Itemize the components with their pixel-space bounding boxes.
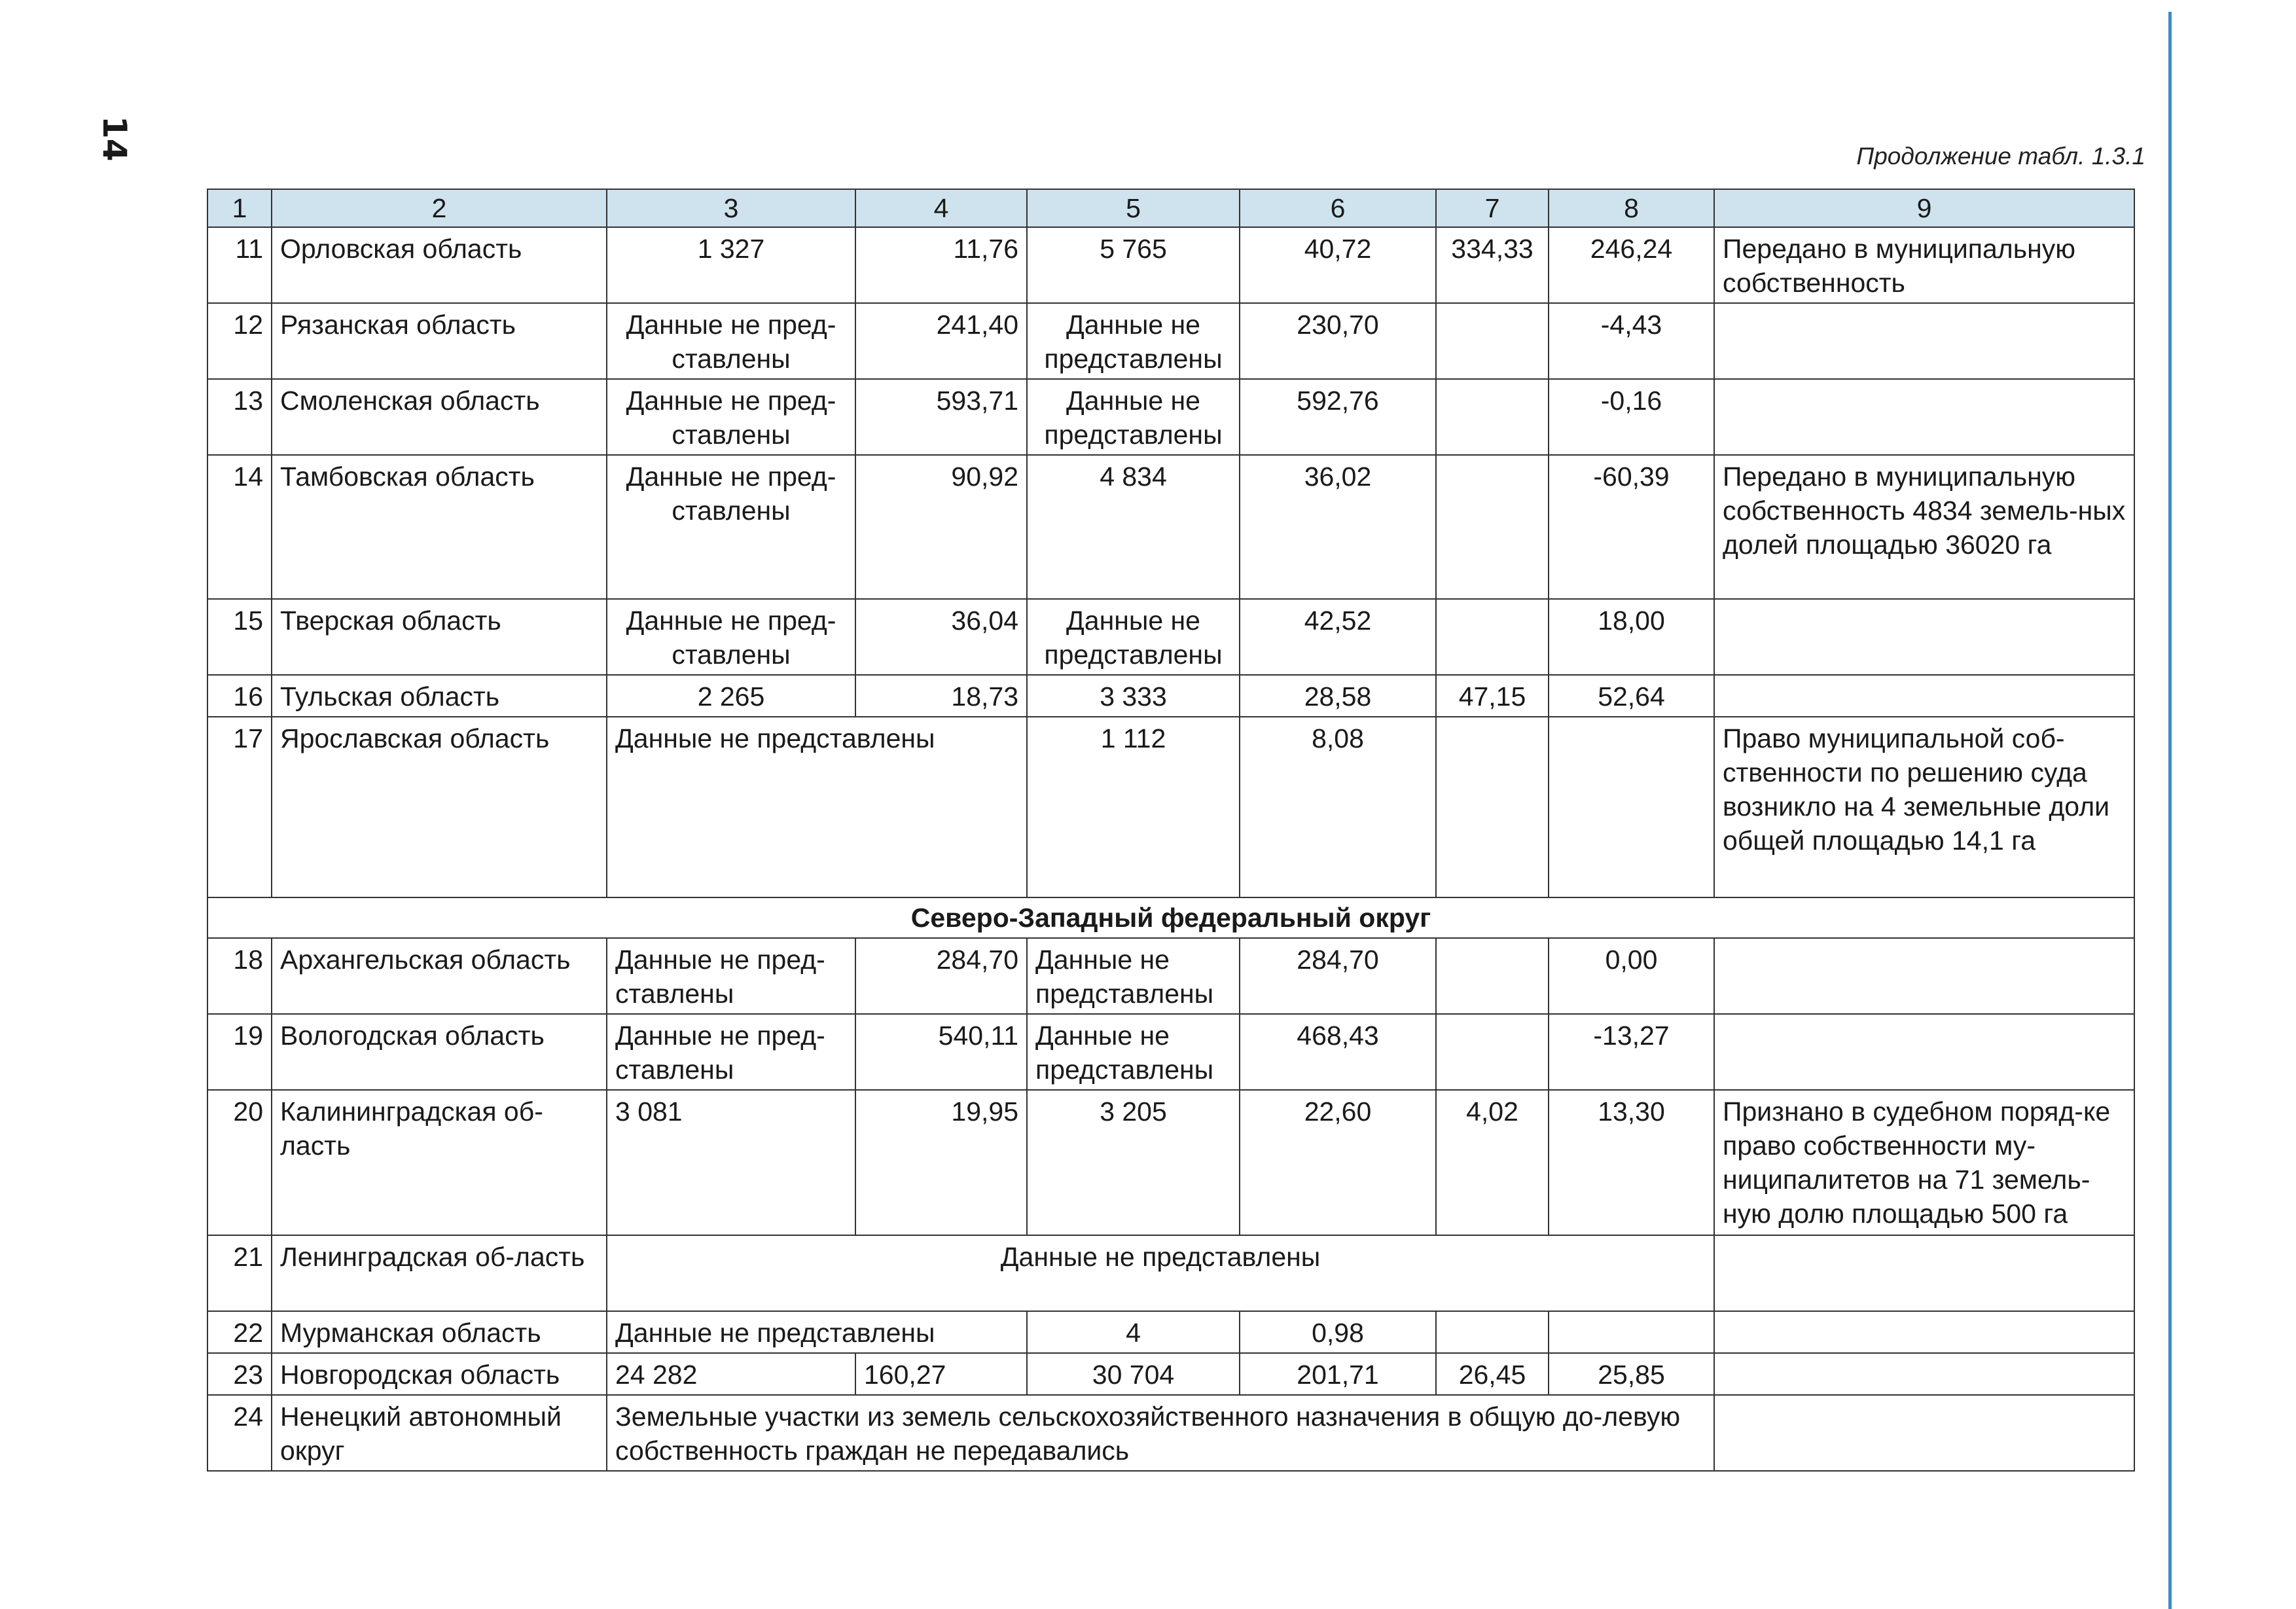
region-name: Ленинградская об-ласть bbox=[272, 1235, 607, 1311]
cell-col4: 19,95 bbox=[855, 1090, 1027, 1235]
cell-note bbox=[1714, 1395, 2134, 1471]
region-name: Вологодская область bbox=[272, 1014, 607, 1090]
header-cell: 5 bbox=[1027, 189, 1240, 227]
table-row bbox=[207, 1090, 2134, 1235]
table-row bbox=[207, 675, 2134, 717]
cell-col6: 36,02 bbox=[1240, 455, 1436, 599]
data-table bbox=[207, 189, 2135, 1472]
cell-col4: 540,11 bbox=[855, 1014, 1027, 1090]
header-cell: 9 bbox=[1714, 189, 2134, 227]
header-cell: 3 bbox=[607, 189, 855, 227]
cell-note: Передано в муниципальную собственность bbox=[1714, 227, 2134, 303]
table-row bbox=[207, 303, 2134, 379]
cell-col5: 3 205 bbox=[1027, 1090, 1240, 1235]
region-name: Тверская область bbox=[272, 599, 607, 675]
cell-col3-4-merged: Данные не представлены bbox=[607, 717, 1027, 897]
row-number: 17 bbox=[207, 717, 272, 897]
cell-note bbox=[1714, 379, 2134, 455]
cell-col7 bbox=[1436, 717, 1549, 897]
table-row bbox=[207, 717, 2134, 897]
region-name: Мурманская область bbox=[272, 1311, 607, 1353]
cell-col8 bbox=[1549, 717, 1714, 897]
header-cell: 2 bbox=[272, 189, 607, 227]
cell-col5: 1 112 bbox=[1027, 717, 1240, 897]
cell-col7 bbox=[1436, 938, 1549, 1014]
cell-col5: Данные не представлены bbox=[1027, 599, 1240, 675]
cell-col4: 90,92 bbox=[855, 455, 1027, 599]
cell-col7: 4,02 bbox=[1436, 1090, 1549, 1235]
cell-col5: Данные не представлены bbox=[1027, 303, 1240, 379]
region-name: Тамбовская область bbox=[272, 455, 607, 599]
header-cell: 4 bbox=[855, 189, 1027, 227]
cell-col6: 22,60 bbox=[1240, 1090, 1436, 1235]
cell-col3: Данные не пред-ставлены bbox=[607, 303, 855, 379]
cell-col6: 40,72 bbox=[1240, 227, 1436, 303]
cell-col8: 18,00 bbox=[1549, 599, 1714, 675]
cell-col8: -4,43 bbox=[1549, 303, 1714, 379]
cell-col7 bbox=[1436, 379, 1549, 455]
table-row bbox=[207, 938, 2134, 1014]
row-number: 19 bbox=[207, 1014, 272, 1090]
cell-col5: Данные не представлены bbox=[1027, 1014, 1240, 1090]
table-row bbox=[207, 1395, 2134, 1471]
cell-note bbox=[1714, 1353, 2134, 1395]
cell-note: Право муниципальной соб-ственности по решению суда возникло на 4 земельные доли общей площадью 14,1 га bbox=[1714, 717, 2134, 897]
cell-col5: 30 704 bbox=[1027, 1353, 1240, 1395]
region-name: Тульская область bbox=[272, 675, 607, 717]
cell-col8 bbox=[1549, 1311, 1714, 1353]
cell-col4: 11,76 bbox=[855, 227, 1027, 303]
region-name: Новгородская область bbox=[272, 1353, 607, 1395]
cell-col5: 5 765 bbox=[1027, 227, 1240, 303]
row-number: 15 bbox=[207, 599, 272, 675]
right-margin-rule bbox=[2168, 12, 2172, 1609]
cell-col6: 592,76 bbox=[1240, 379, 1436, 455]
table-row bbox=[207, 455, 2134, 599]
cell-col3: Данные не пред-ставлены bbox=[607, 599, 855, 675]
cell-col8: -60,39 bbox=[1549, 455, 1714, 599]
cell-note bbox=[1714, 1014, 2134, 1090]
cell-col5: Данные не представлены bbox=[1027, 379, 1240, 455]
region-name: Рязанская область bbox=[272, 303, 607, 379]
cell-col6: 0,98 bbox=[1240, 1311, 1436, 1353]
header-row bbox=[207, 189, 2134, 227]
cell-note: Передано в муниципальную собственность 4834 земель-ных долей площадью 36020 га bbox=[1714, 455, 2134, 599]
cell-col3: 3 081 bbox=[607, 1090, 855, 1235]
row-number: 22 bbox=[207, 1311, 272, 1353]
cell-col3: 24 282 bbox=[607, 1353, 855, 1395]
row-number: 18 bbox=[207, 938, 272, 1014]
cell-col6: 468,43 bbox=[1240, 1014, 1436, 1090]
row-number: 11 bbox=[207, 227, 272, 303]
cell-col3-8-merged: Земельные участки из земель сельскохозяйственного назначения в общую до-левую собственность граждан не передавались bbox=[607, 1395, 1714, 1471]
row-number: 13 bbox=[207, 379, 272, 455]
cell-col5: Данные не представлены bbox=[1027, 938, 1240, 1014]
row-number: 16 bbox=[207, 675, 272, 717]
cell-col3: 1 327 bbox=[607, 227, 855, 303]
cell-col4: 18,73 bbox=[855, 675, 1027, 717]
cell-col5: 3 333 bbox=[1027, 675, 1240, 717]
region-name: Калининградская об-ласть bbox=[272, 1090, 607, 1235]
region-name: Архангельская область bbox=[272, 938, 607, 1014]
row-number: 24 bbox=[207, 1395, 272, 1471]
cell-col3: 2 265 bbox=[607, 675, 855, 717]
cell-col7: 47,15 bbox=[1436, 675, 1549, 717]
cell-col3: Данные не пред-ставлены bbox=[607, 1014, 855, 1090]
cell-col4: 284,70 bbox=[855, 938, 1027, 1014]
region-name: Орловская область bbox=[272, 227, 607, 303]
region-name: Ярославская область bbox=[272, 717, 607, 897]
table-row bbox=[207, 599, 2134, 675]
row-number: 14 bbox=[207, 455, 272, 599]
cell-note bbox=[1714, 1311, 2134, 1353]
header-cell: 1 bbox=[207, 189, 272, 227]
row-number: 20 bbox=[207, 1090, 272, 1235]
cell-col4: 241,40 bbox=[855, 303, 1027, 379]
cell-col3-8-merged: Данные не представлены bbox=[607, 1235, 1714, 1311]
row-number: 23 bbox=[207, 1353, 272, 1395]
cell-note bbox=[1714, 1235, 2134, 1311]
cell-note: Признано в судебном поряд-ке право собственности му-ниципалитетов на 71 земель-ную долю площадью 500 га bbox=[1714, 1090, 2134, 1235]
cell-note bbox=[1714, 675, 2134, 717]
header-cell: 7 bbox=[1436, 189, 1549, 227]
cell-col6: 230,70 bbox=[1240, 303, 1436, 379]
cell-col8: 52,64 bbox=[1549, 675, 1714, 717]
table-row bbox=[207, 1311, 2134, 1353]
cell-col6: 8,08 bbox=[1240, 717, 1436, 897]
cell-col7 bbox=[1436, 1014, 1549, 1090]
cell-note bbox=[1714, 303, 2134, 379]
section-row bbox=[207, 897, 2134, 938]
cell-col7 bbox=[1436, 455, 1549, 599]
cell-col7 bbox=[1436, 303, 1549, 379]
table-continuation-caption: Продолжение табл. 1.3.1 bbox=[1856, 143, 2145, 170]
table-row bbox=[207, 227, 2134, 303]
table-row bbox=[207, 1235, 2134, 1311]
cell-col3: Данные не пред-ставлены bbox=[607, 455, 855, 599]
cell-col4: 593,71 bbox=[855, 379, 1027, 455]
cell-col3-4-merged: Данные не представлены bbox=[607, 1311, 1027, 1353]
cell-col8: -0,16 bbox=[1549, 379, 1714, 455]
table-row bbox=[207, 379, 2134, 455]
cell-col7: 334,33 bbox=[1436, 227, 1549, 303]
region-name: Смоленская область bbox=[272, 379, 607, 455]
header-cell: 6 bbox=[1240, 189, 1436, 227]
section-title: Северо-Западный федеральный округ bbox=[207, 897, 2134, 938]
row-number: 12 bbox=[207, 303, 272, 379]
cell-col7 bbox=[1436, 599, 1549, 675]
cell-col6: 28,58 bbox=[1240, 675, 1436, 717]
table-row bbox=[207, 1353, 2134, 1395]
cell-col4: 36,04 bbox=[855, 599, 1027, 675]
cell-col5: 4 bbox=[1027, 1311, 1240, 1353]
cell-col5: 4 834 bbox=[1027, 455, 1240, 599]
cell-note bbox=[1714, 599, 2134, 675]
cell-col6: 42,52 bbox=[1240, 599, 1436, 675]
cell-col8: 25,85 bbox=[1549, 1353, 1714, 1395]
cell-col8: 246,24 bbox=[1549, 227, 1714, 303]
header-cell: 8 bbox=[1549, 189, 1714, 227]
cell-col8: 13,30 bbox=[1549, 1090, 1714, 1235]
region-name: Ненецкий автономный округ bbox=[272, 1395, 607, 1471]
table-row bbox=[207, 1014, 2134, 1090]
page-number: 14 bbox=[96, 116, 134, 162]
cell-col7 bbox=[1436, 1311, 1549, 1353]
cell-col4: 160,27 bbox=[855, 1353, 1027, 1395]
row-number: 21 bbox=[207, 1235, 272, 1311]
cell-col3: Данные не пред-ставлены bbox=[607, 938, 855, 1014]
cell-col6: 201,71 bbox=[1240, 1353, 1436, 1395]
cell-col3: Данные не пред-ставлены bbox=[607, 379, 855, 455]
cell-col6: 284,70 bbox=[1240, 938, 1436, 1014]
cell-col7: 26,45 bbox=[1436, 1353, 1549, 1395]
cell-note bbox=[1714, 938, 2134, 1014]
cell-col8: -13,27 bbox=[1549, 1014, 1714, 1090]
cell-col8: 0,00 bbox=[1549, 938, 1714, 1014]
